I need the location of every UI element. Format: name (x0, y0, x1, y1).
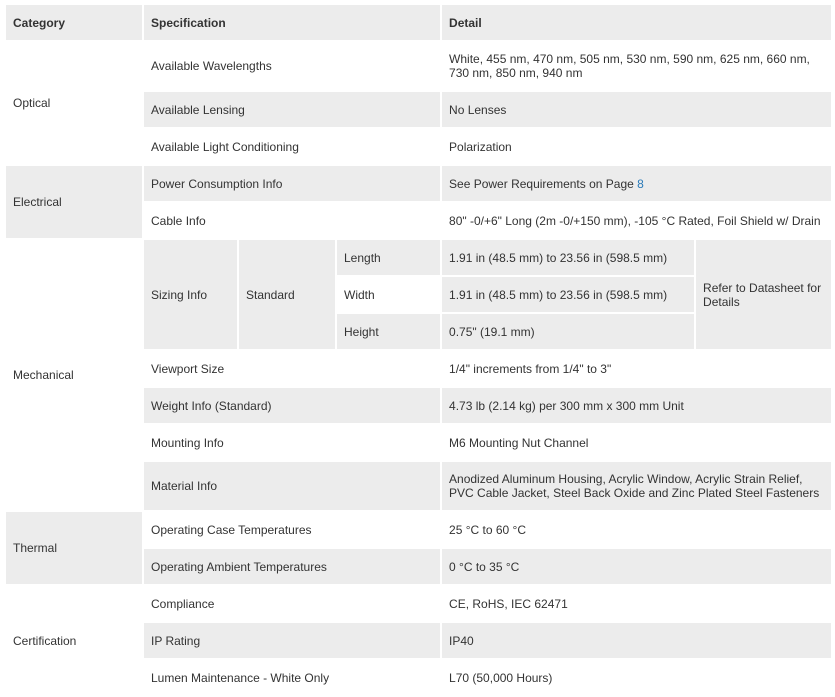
dimension-value: 1.91 in (48.5 mm) to 23.56 in (598.5 mm) (442, 277, 694, 312)
spec-label: Material Info (144, 462, 440, 510)
spec-value: M6 Mounting Nut Channel (442, 425, 831, 460)
sizing-label: Sizing Info (144, 240, 237, 349)
spec-value (442, 166, 831, 201)
spec-label: Viewport Size (144, 351, 440, 386)
detail-header: Detail (442, 5, 831, 40)
dimension-label: Length (337, 240, 440, 275)
table-row (6, 166, 831, 201)
spec-value: 0 °C to 35 °C (442, 549, 831, 584)
specification-header: Specification (144, 5, 440, 40)
spec-label: Cable Info (144, 203, 440, 238)
sizing-type: Standard (239, 240, 335, 349)
spec-value: 25 °C to 60 °C (442, 512, 831, 547)
spec-label: Operating Case Temperatures (144, 512, 440, 547)
power-requirements-text: See Power Requirements on Page (449, 176, 638, 191)
category-header: Category (6, 5, 142, 40)
spec-value: 1/4" increments from 1/4" to 3" (442, 351, 831, 386)
spec-label: Compliance (144, 586, 440, 621)
category-thermal: Thermal (6, 512, 142, 584)
category-optical: Optical (6, 42, 142, 164)
category-certification: Certification (6, 586, 142, 695)
spec-label: IP Rating (144, 623, 440, 658)
spec-label: Weight Info (Standard) (144, 388, 440, 423)
table-row (6, 240, 831, 275)
table-row (6, 42, 831, 90)
spec-value: IP40 (442, 623, 831, 658)
spec-value: White, 455 nm, 470 nm, 505 nm, 530 nm, 590 nm, 625 nm, 660 nm, 730 nm, 850 nm, 940 nm (442, 42, 831, 90)
spec-label: Lumen Maintenance - White Only (144, 660, 440, 695)
dimension-value: 1.91 in (48.5 mm) to 23.56 in (598.5 mm) (442, 240, 694, 275)
spec-value: 80" -0/+6" Long (2m -0/+150 mm), -105 °C Rated, Foil Shield w/ Drain (442, 203, 831, 238)
spec-value: 4.73 lb (2.14 kg) per 300 mm x 300 mm Unit (442, 388, 831, 423)
spec-label: Mounting Info (144, 425, 440, 460)
spec-label: Power Consumption Info (144, 166, 440, 201)
table-row (6, 586, 831, 621)
spec-label: Available Wavelengths (144, 42, 440, 90)
spec-value: Anodized Aluminum Housing, Acrylic Window, Acrylic Strain Relief, PVC Cable Jacket, Steel Back Oxide and Zinc Plated Steel Fasteners (442, 462, 831, 510)
dimension-label: Width (337, 277, 440, 312)
table-row (6, 512, 831, 547)
spec-label: Available Light Conditioning (144, 129, 440, 164)
specification-table (4, 3, 833, 697)
category-electrical: Electrical (6, 166, 142, 238)
table-header-row (6, 5, 831, 40)
spec-value: L70 (50,000 Hours) (442, 660, 831, 695)
page-link[interactable]: 8 (637, 176, 644, 191)
dimension-label: Height (337, 314, 440, 349)
category-mechanical: Mechanical (6, 240, 142, 510)
dimension-value: 0.75" (19.1 mm) (442, 314, 694, 349)
spec-label: Available Lensing (144, 92, 440, 127)
spec-label: Operating Ambient Temperatures (144, 549, 440, 584)
spec-value: Polarization (442, 129, 831, 164)
spec-value: CE, RoHS, IEC 62471 (442, 586, 831, 621)
spec-value: No Lenses (442, 92, 831, 127)
datasheet-note: Refer to Datasheet for Details (696, 240, 831, 349)
